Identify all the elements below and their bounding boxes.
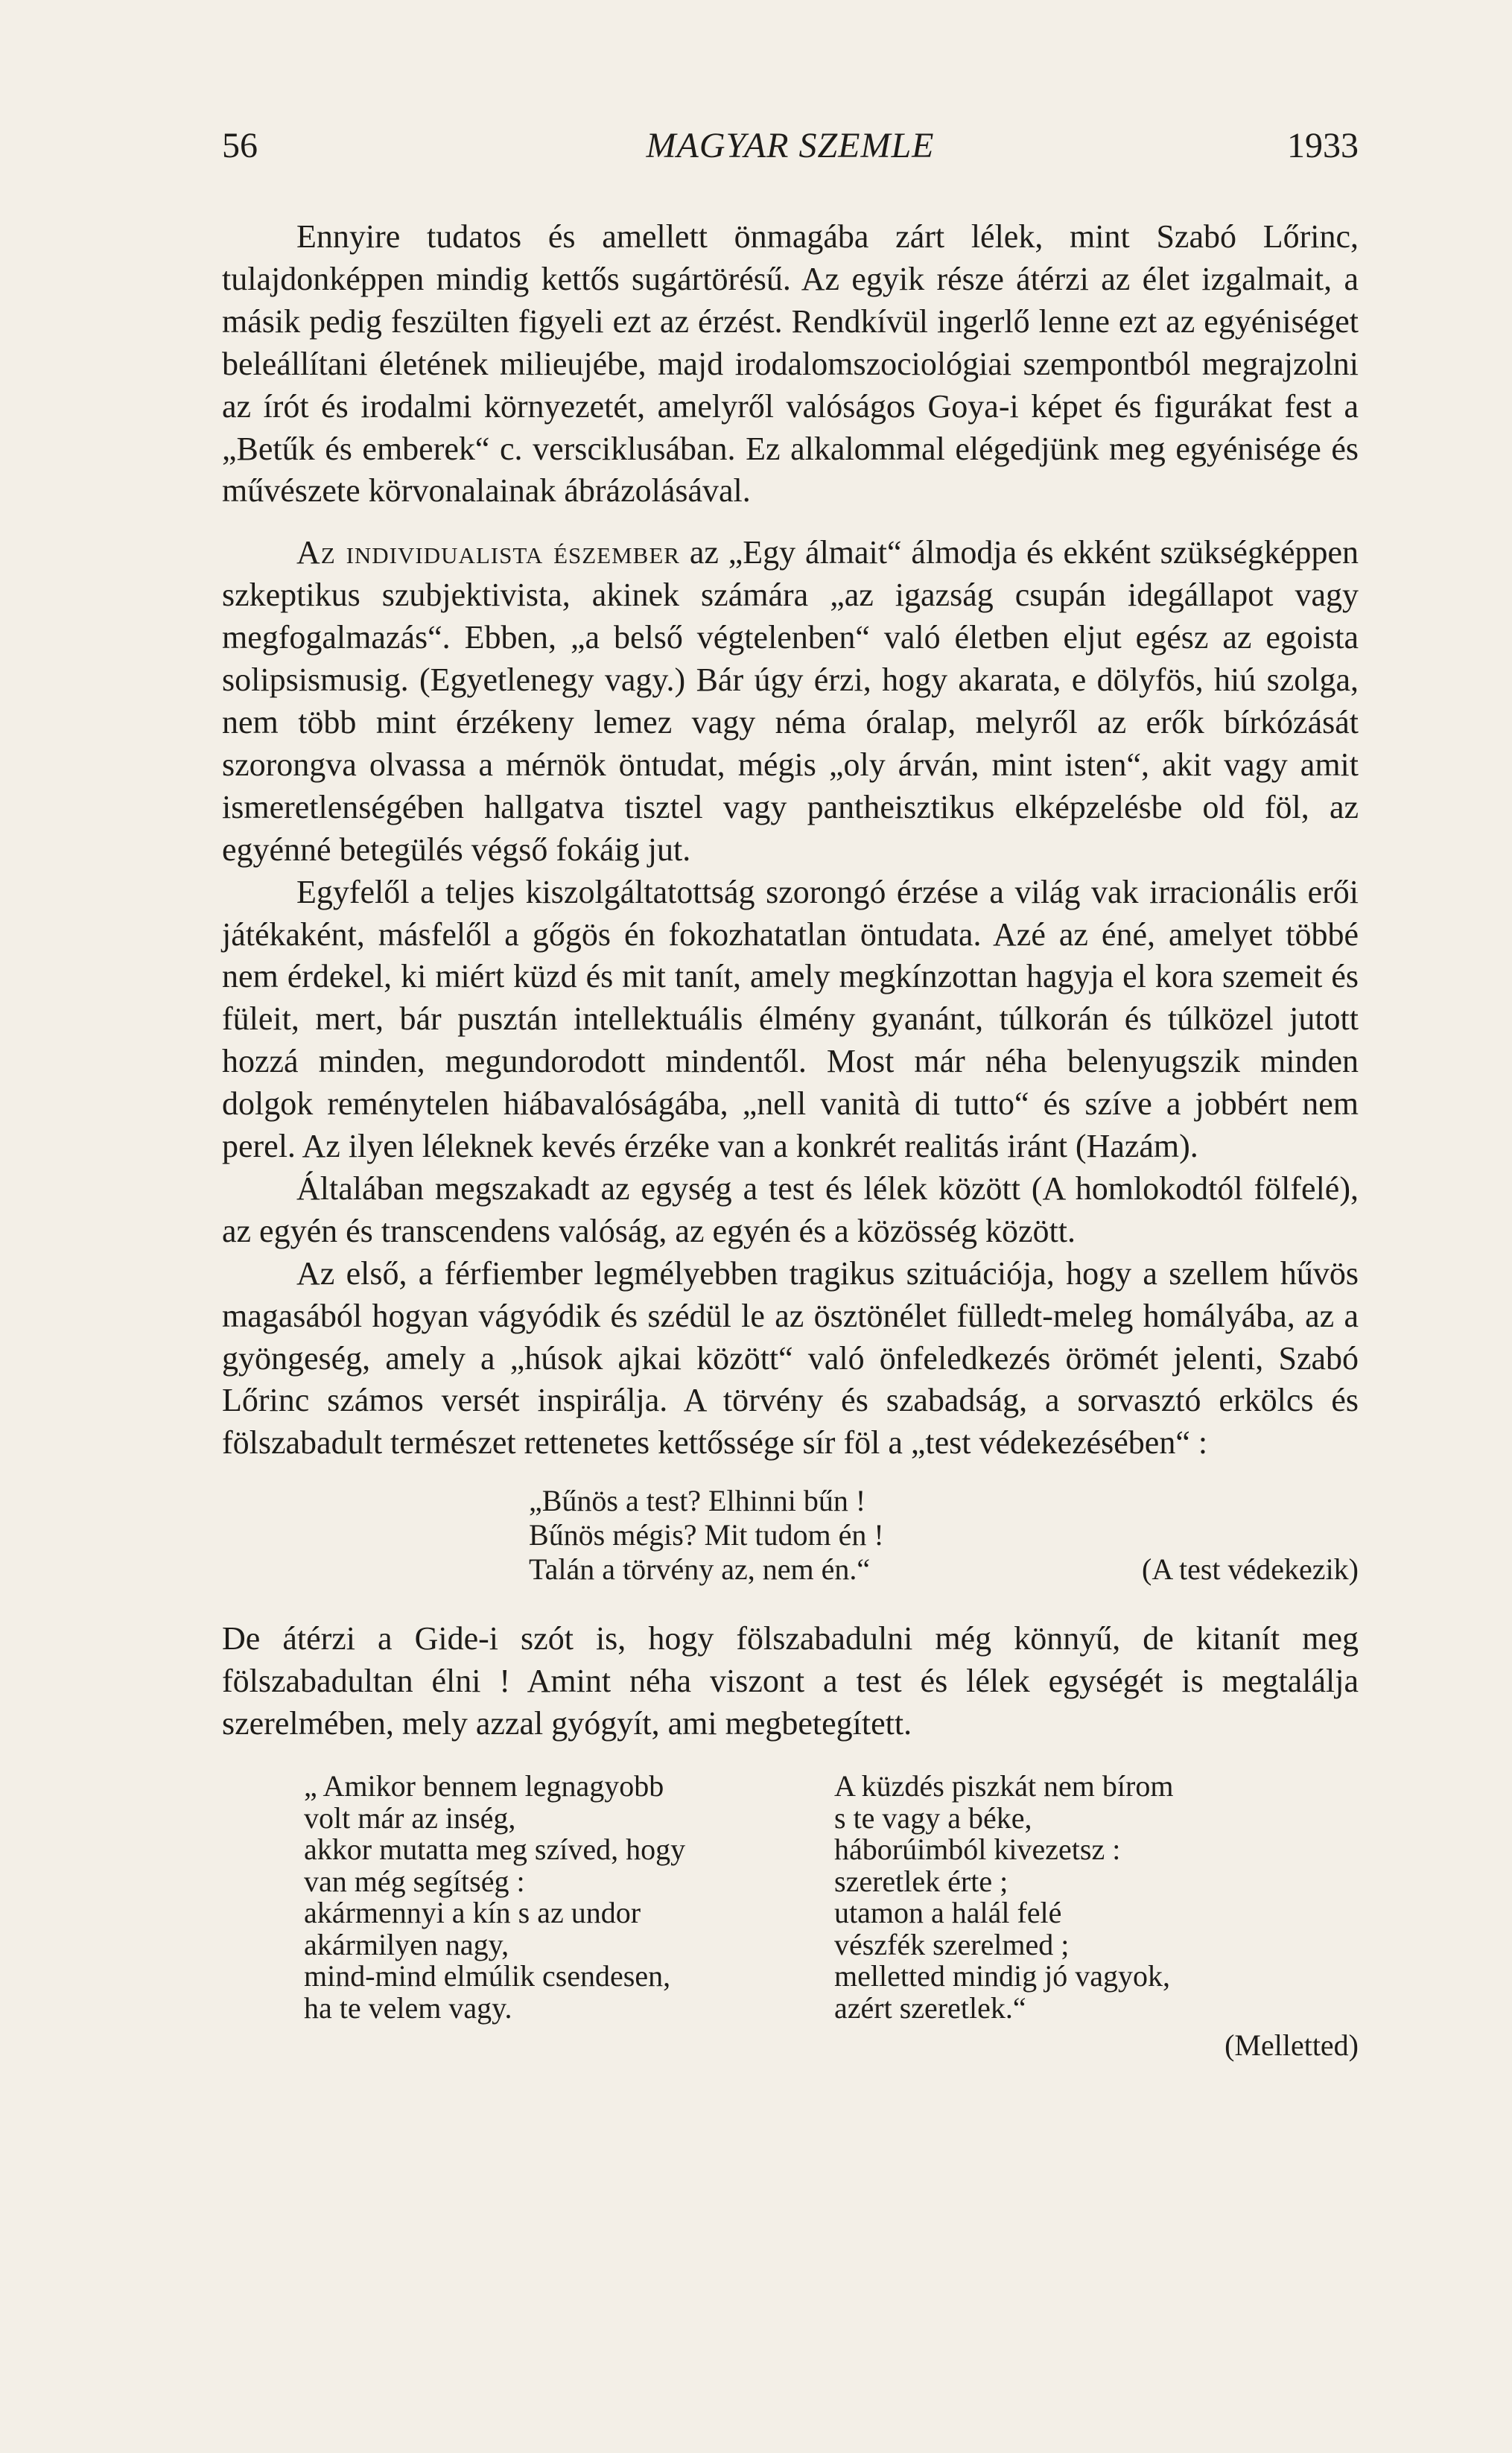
poem-line: A küzdés piszkát nem bírom — [834, 1769, 1174, 1803]
poem-right-column — [834, 1771, 1173, 2024]
poem-line: háborúimból kivezetsz : — [834, 1832, 1121, 1866]
paragraph-5: Az első, a férfiember legmélyebben tragikus szituációja, hogy a szellem hűvös magasából hogyan vágyódik és szédül le az ösztönélet fülledt-meleg homályába, az a gyöngeség, amely a „húsok ajkai között“ való önfeledkezés örömét jelenti, Szabó Lőrinc számos versét inspirálja. A törvény és szabadság, a sorvasztó erkölcs és fölszabadult természet rettenetes kettőssége sír föl a „test védekezésében“ : — [222, 1254, 1359, 1462]
section-lead-smallcaps: Az individualista észember — [296, 534, 680, 571]
poem-line: szeretlek érte ; — [834, 1864, 1008, 1898]
poem-quote-test-vedekezik — [222, 1484, 1359, 1596]
poem-quote-melletted — [222, 1769, 1359, 2062]
poem-line: akkor mutatta meg szíved, hogy — [304, 1832, 686, 1866]
poem-line: volt már az inség, — [304, 1800, 516, 1835]
paragraph-2 — [222, 532, 1359, 871]
paragraph-2-text: az „Egy álmait“ álmodja és ekként szükségképpen szkeptikus szubjektivista, akinek számára „az igazság csupán idegállapot vagy megfogalmazás“. Ebben, „a belső végtelenben“ való életben eljut egész az egoista solipsismusig. (Egyetlenegy vagy.) Bár úgy érzi, hogy akarata, e dölyfös, hiú szolga, nem több mint érzékeny lemez vagy néma óralap, melyről az erők bírkózását szorongva olvassa a mérnök öntudat, mégis „oly árván, mint isten“, akit vagy amit ismeretlenségében hallgatva tisztel vagy pantheisztikus elképzelésbe old föl, az egyénné betegülés végső fokáig jut. — [222, 534, 1359, 868]
poem-line: ha te velem vagy. — [304, 1990, 512, 2025]
article-body — [222, 216, 1359, 2062]
page-number: 56 — [222, 126, 258, 165]
paragraph-6: De átérzi a Gide-i szót is, hogy fölszabadulni még könnyű, de kitanít meg fölszabadultan élni ! Amint néha viszont a test és lélek egységét is megtalálja szerelmében, mely azzal gyógyít, ami megbetegített. — [222, 1620, 1359, 1742]
paragraph-1: Ennyire tudatos és amellett önmagába zárt lélek, mint Szabó Lőrinc, tulajdonképpen mindig kettős sugártörésű. Az egyik része átérzi az élet izgalmait, a másik pedig feszülten figyeli ezt az érzést. Rendkívül ingerlő lenne ezt az egyéniséget beleállítani életének milieujébe, majd irodalomszociológiai szempontból megrajzolni az írót és irodalmi környezetét, amelyről valóságos Goya-i képet és figurákat fest a „Betűk és emberek“ c. versciklusában. Ez alkalommal elégedjünk meg egyénisége és művészete körvonalainak ábrázolásával. — [222, 218, 1359, 510]
poem-line: vészfék szerelmed ; — [834, 1927, 1070, 1961]
poem-line: „Bűnös a test? Elhinni bűn ! — [529, 1484, 866, 1518]
poem-left-column — [304, 1771, 685, 2024]
poem-lines — [529, 1484, 884, 1587]
poem-line: azért szeretlek.“ — [834, 1990, 1026, 2025]
poem-citation: (A test védekezik) — [1142, 1552, 1359, 1587]
poem-line: akármennyi a kín s az undor — [304, 1896, 641, 1929]
publication-year: 1933 — [1287, 126, 1359, 165]
journal-title: MAGYAR SZEMLE — [646, 126, 935, 165]
poem-line: „ Amikor bennem legnagyobb — [304, 1769, 664, 1803]
poem-line: utamon a halál felé — [834, 1896, 1062, 1929]
poem-line: mind-mind elmúlik csendesen, — [304, 1959, 671, 1993]
poem-line: melletted mindig jó vagyok, — [834, 1959, 1171, 1993]
poem-line: Talán a törvény az, nem én.“ — [529, 1552, 871, 1587]
paragraph-3: Egyfelől a teljes kiszolgáltatottság szorongó érzése a világ vak irracionális erői játékaként, másfelől a gőgös én fokozhatatlan öntudata. Azé az éné, amelyet többé nem érdekel, ki miért küzd és mit tanít, amely megkínzottan hagyja el kora szemeit és füleit, mert, bár pusztán intellektuális élmény gyanánt, túlkorán és túlközel jutott hozzá minden, megundorodott mindentől. Most már néha belenyugszik minden dolgok reménytelen hiábavalóságába, „nell vanità di tutto“ és szíve a jobbért nem perel. Az ilyen léleknek kevés érzéke van a konkrét realitás iránt (Hazám). — [222, 873, 1359, 1165]
poem-citation: (Melletted) — [1224, 2028, 1359, 2062]
poem-line: akármilyen nagy, — [304, 1927, 509, 1961]
poem-line: van még segítség : — [304, 1864, 525, 1898]
paragraph-4: Általában megszakadt az egység a test és lélek között (A homlokodtól fölfelé), az egyén és transcendens valóság, az egyén és a közösség között. — [222, 1170, 1359, 1249]
running-header — [222, 125, 1359, 177]
poem-line: Bűnös mégis? Mit tudom én ! — [529, 1518, 884, 1552]
poem-line: s te vagy a béke, — [834, 1800, 1032, 1835]
section-gap — [222, 513, 1359, 532]
